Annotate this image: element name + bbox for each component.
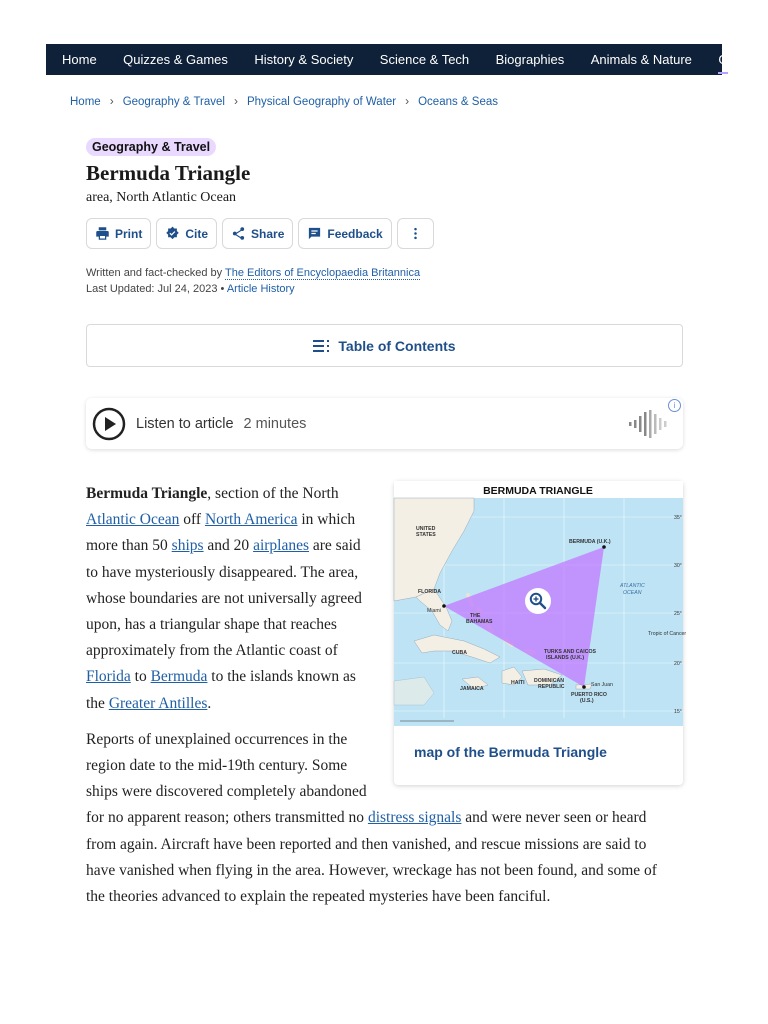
text: are said to have mysteriously disappeared. The area, whose boundaries are not universally agreed upon, has a triangular shape that reaches approximately from the Atlantic coast of	[86, 537, 362, 660]
nav-overflow-item[interactable]: G	[718, 48, 728, 74]
map-label-ocean-1: ATLANTIC	[620, 583, 645, 589]
map-label-bahamas-2: BAHAMAS	[466, 619, 493, 625]
map-label-dominican-2: REPUBLIC	[538, 684, 565, 690]
last-updated: Last Updated: Jul 24, 2023	[86, 283, 218, 295]
map-label-lat-20: 20°	[674, 661, 682, 667]
map-label-lat-25: 25°	[674, 611, 682, 617]
share-button[interactable]	[222, 218, 293, 249]
link-ships[interactable]: ships	[171, 537, 204, 555]
text: .	[207, 694, 212, 712]
cite-button[interactable]	[156, 218, 217, 249]
map-label-haiti: HAITI	[511, 680, 525, 686]
listen-duration: 2 minutes	[243, 415, 307, 432]
link-florida[interactable]: Florida	[86, 668, 131, 686]
breadcrumb-physical-geography[interactable]: Physical Geography of Water	[246, 96, 397, 108]
article-history-link[interactable]: Article History	[226, 283, 295, 295]
top-navigation	[46, 44, 729, 75]
map-label-miami: Miami	[427, 608, 441, 614]
nav-science-tech[interactable]: Science & Tech	[379, 52, 470, 67]
verified-badge-icon	[165, 226, 180, 241]
text: off	[179, 511, 205, 529]
breadcrumb-oceans-seas[interactable]: Oceans & Seas	[418, 96, 499, 108]
map-label-jamaica: JAMAICA	[460, 686, 484, 692]
link-north-america[interactable]: North America	[204, 511, 298, 529]
map-label-lat-30: 30°	[674, 563, 682, 569]
map-label-ocean-2: OCEAN	[623, 590, 642, 596]
category-badge[interactable]: Geography & Travel	[86, 138, 216, 156]
listen-label: Listen to article	[136, 415, 234, 432]
nav-biographies[interactable]: Biographies	[495, 52, 565, 67]
article-actions	[86, 218, 434, 249]
table-of-contents-button[interactable]	[86, 324, 683, 367]
byline-author-link[interactable]: The Editors of Encyclopaedia Britannica	[225, 267, 421, 279]
print-button[interactable]	[86, 218, 151, 249]
feedback-icon	[307, 226, 322, 241]
map-label-turks-1: TURKS AND CAICOS	[544, 649, 596, 655]
map-label-us-1: UNITED	[416, 526, 436, 532]
bermuda-triangle-map[interactable]	[394, 481, 687, 726]
nav-animals-nature[interactable]: Animals & Nature	[590, 52, 692, 67]
print-icon	[95, 226, 110, 241]
nav-home[interactable]: Home	[62, 52, 97, 67]
feedback-button[interactable]	[298, 218, 391, 249]
text: Reports of unexplained occurrences in the region date to the mid-19th century. Some ships were discovered completely abandoned for no apparent reason; others transmitted no	[86, 730, 368, 827]
text: to the islands known as the	[86, 668, 356, 712]
byline	[86, 265, 420, 297]
play-icon[interactable]	[92, 407, 126, 441]
print-label: Print	[115, 226, 143, 241]
text: and were never seen or heard from again. Aircraft have been reported and then vanished, and rescue missions are said to have vanished when flying in the area. However, wreckage has not been found, and some of the theories advanced to explain the repeated mysteries have been fanciful.	[86, 809, 657, 906]
map-label-dominican-1: DOMINICAN	[534, 678, 564, 684]
article-body	[86, 481, 687, 920]
audio-waveform-icon	[629, 410, 669, 438]
chevron-right-icon: ›	[405, 94, 410, 108]
map-label-florida: FLORIDA	[418, 589, 442, 595]
text: , section of the North	[207, 485, 339, 502]
map-label-pr-2: (U.S.)	[580, 698, 594, 704]
map-label-bermuda: BERMUDA (U.K.)	[569, 539, 611, 545]
bold-term: Bermuda Triangle	[86, 485, 208, 502]
listen-player	[86, 398, 683, 449]
page-subtitle: area, North Atlantic Ocean	[86, 190, 237, 205]
chevron-right-icon: ›	[233, 94, 238, 108]
nav-quizzes-games[interactable]: Quizzes & Games	[123, 52, 228, 67]
list-icon	[313, 339, 331, 353]
map-label-lat-35: 35°	[674, 515, 682, 521]
map-label-lat-15: 15°	[674, 709, 682, 715]
share-label: Share	[251, 226, 285, 241]
breadcrumb	[70, 94, 498, 108]
link-airplanes[interactable]: airplanes	[253, 537, 310, 555]
map-label-sanjuan: San Juan	[591, 682, 613, 688]
page-title: Bermuda Triangle	[86, 161, 251, 185]
map-label-pr-1: PUERTO RICO	[571, 692, 607, 698]
text: and 20	[203, 537, 254, 555]
cite-label: Cite	[185, 226, 209, 241]
info-icon[interactable]: i	[668, 399, 681, 412]
map-figure[interactable]	[394, 481, 687, 785]
zoom-button[interactable]	[525, 588, 551, 614]
map-label-bahamas-1: THE	[470, 613, 481, 619]
text: to	[130, 668, 151, 686]
more-options-button[interactable]	[397, 218, 434, 249]
link-greater-antilles[interactable]: Greater Antilles	[108, 694, 208, 712]
link-distress-signals[interactable]: distress signals	[367, 809, 462, 827]
text: in which more than 50	[86, 511, 356, 555]
updated-separator: •	[217, 283, 227, 295]
figure-caption[interactable]: map of the Bermuda Triangle	[414, 744, 607, 760]
nav-history-society[interactable]: History & Society	[254, 52, 354, 67]
byline-prefix: Written and fact-checked by	[86, 267, 223, 279]
breadcrumb-geography-travel[interactable]: Geography & Travel	[122, 96, 225, 108]
map-title: BERMUDA TRIANGLE	[483, 485, 593, 497]
breadcrumb-home[interactable]: Home	[70, 96, 101, 108]
link-atlantic-ocean[interactable]: Atlantic Ocean	[86, 511, 180, 529]
more-vertical-icon	[408, 226, 423, 241]
map-label-turks-2: ISLANDS (U.K.)	[546, 655, 585, 661]
map-label-cancer: Tropic of Cancer	[648, 631, 687, 637]
map-label-cuba: CUBA	[452, 650, 467, 656]
map-label-us-2: STATES	[416, 532, 436, 538]
toc-label: Table of Contents	[338, 337, 456, 354]
feedback-label: Feedback	[327, 226, 383, 241]
link-bermuda[interactable]: Bermuda	[150, 668, 208, 686]
share-icon	[231, 226, 246, 241]
chevron-right-icon: ›	[109, 94, 114, 108]
